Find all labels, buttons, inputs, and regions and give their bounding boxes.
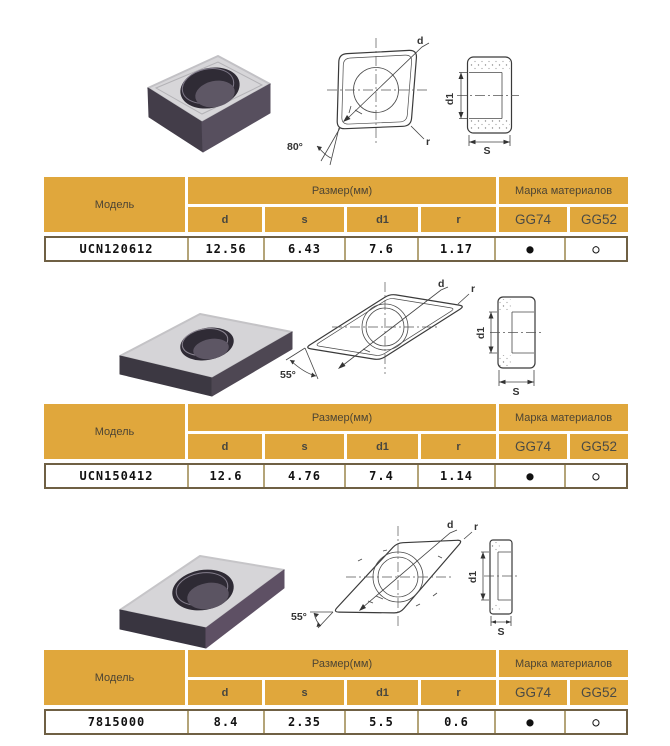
- table-row: [44, 709, 628, 735]
- angle-label: 55°: [291, 611, 307, 623]
- table-header: [44, 650, 628, 705]
- table-row: [44, 236, 628, 262]
- d1-value: 7.6: [344, 238, 417, 260]
- technical-drawing-3: [288, 516, 540, 650]
- table-row: [44, 463, 628, 489]
- r-value: 1.17: [417, 238, 494, 260]
- gg52-availability-dot: ○: [564, 465, 626, 487]
- dim-label-d: d: [417, 35, 424, 47]
- col-header-model: Модель: [44, 177, 185, 232]
- shim-3d-render: [120, 556, 284, 648]
- d1-value: 5.5: [344, 711, 417, 733]
- shim-3d-render: [148, 56, 270, 152]
- col-header-r: r: [421, 207, 496, 232]
- gg52-availability-dot: ○: [564, 238, 626, 260]
- dim-label-r: r: [426, 136, 431, 148]
- gg74-availability-dot: ●: [494, 711, 564, 733]
- col-header-gg74: GG74: [499, 680, 567, 705]
- side-view: [457, 57, 519, 146]
- dim-label-s: S: [497, 626, 505, 638]
- col-header-size-group: Размер(мм): [188, 404, 496, 431]
- col-header-size-group: Размер(мм): [188, 650, 496, 677]
- d1-value: 7.4: [344, 465, 417, 487]
- r-value: 0.6: [417, 711, 494, 733]
- gg74-availability-dot: ●: [494, 238, 564, 260]
- dim-label-d1: d1: [444, 92, 456, 106]
- col-header-gg52: GG52: [570, 680, 628, 705]
- model-value: UCN120612: [79, 242, 154, 256]
- d-value: 12.6: [187, 465, 263, 487]
- angle-label: 55°: [280, 369, 296, 381]
- d-value: 8.4: [187, 711, 263, 733]
- col-header-model: Модель: [44, 404, 185, 459]
- col-header-r: r: [421, 434, 496, 459]
- front-view: [317, 38, 429, 165]
- col-header-size-group: Размер(мм): [188, 177, 496, 204]
- side-view: [481, 540, 519, 626]
- dim-label-d: d: [438, 278, 445, 290]
- dim-label-s: S: [483, 145, 491, 157]
- gg52-availability-dot: ○: [564, 711, 626, 733]
- shim-photo-1: [118, 38, 278, 170]
- s-value: 4.76: [263, 465, 344, 487]
- col-header-material-group: Марка материалов: [499, 650, 628, 677]
- front-view: [286, 282, 469, 379]
- dim-label-r: r: [474, 521, 479, 533]
- col-header-gg52: GG52: [570, 434, 628, 459]
- dim-label-r: r: [471, 283, 476, 295]
- spec-table-3: [44, 650, 628, 735]
- dim-label-s: S: [512, 386, 520, 398]
- gg74-availability-dot: ●: [494, 465, 564, 487]
- col-header-s: s: [265, 207, 344, 232]
- shim-3d-render: [120, 314, 292, 396]
- technical-drawing-1: [281, 28, 541, 175]
- dim-label-d1: d1: [475, 326, 487, 340]
- dim-label-d1: d1: [467, 570, 479, 584]
- col-header-r: r: [421, 680, 496, 705]
- col-header-d: d: [188, 680, 262, 705]
- front-view: [310, 526, 472, 628]
- col-header-d1: d1: [347, 680, 418, 705]
- col-header-gg52: GG52: [570, 207, 628, 232]
- shim-photo-2: [106, 288, 306, 400]
- col-header-d: d: [188, 434, 262, 459]
- col-header-s: s: [265, 680, 344, 705]
- s-value: 2.35: [263, 711, 344, 733]
- col-header-gg74: GG74: [499, 207, 567, 232]
- table-header: [44, 177, 628, 232]
- col-header-d1: d1: [347, 434, 418, 459]
- s-value: 6.43: [263, 238, 344, 260]
- technical-drawing-2: [278, 276, 550, 400]
- table-header: [44, 404, 628, 459]
- col-header-d: d: [188, 207, 262, 232]
- col-header-material-group: Марка материалов: [499, 177, 628, 204]
- r-value: 1.14: [417, 465, 494, 487]
- angle-label: 80°: [287, 141, 303, 153]
- col-header-s: s: [265, 434, 344, 459]
- col-header-d1: d1: [347, 207, 418, 232]
- col-header-model: Модель: [44, 650, 185, 705]
- side-view: [489, 297, 543, 386]
- model-value: UCN150412: [79, 469, 154, 483]
- dim-label-d: d: [447, 519, 454, 531]
- col-header-material-group: Марка материалов: [499, 404, 628, 431]
- shim-photo-3: [106, 528, 291, 652]
- col-header-gg74: GG74: [499, 434, 567, 459]
- spec-table-2: [44, 404, 628, 489]
- d-value: 12.56: [187, 238, 263, 260]
- spec-table-1: [44, 177, 628, 262]
- model-value: 7815000: [87, 715, 146, 729]
